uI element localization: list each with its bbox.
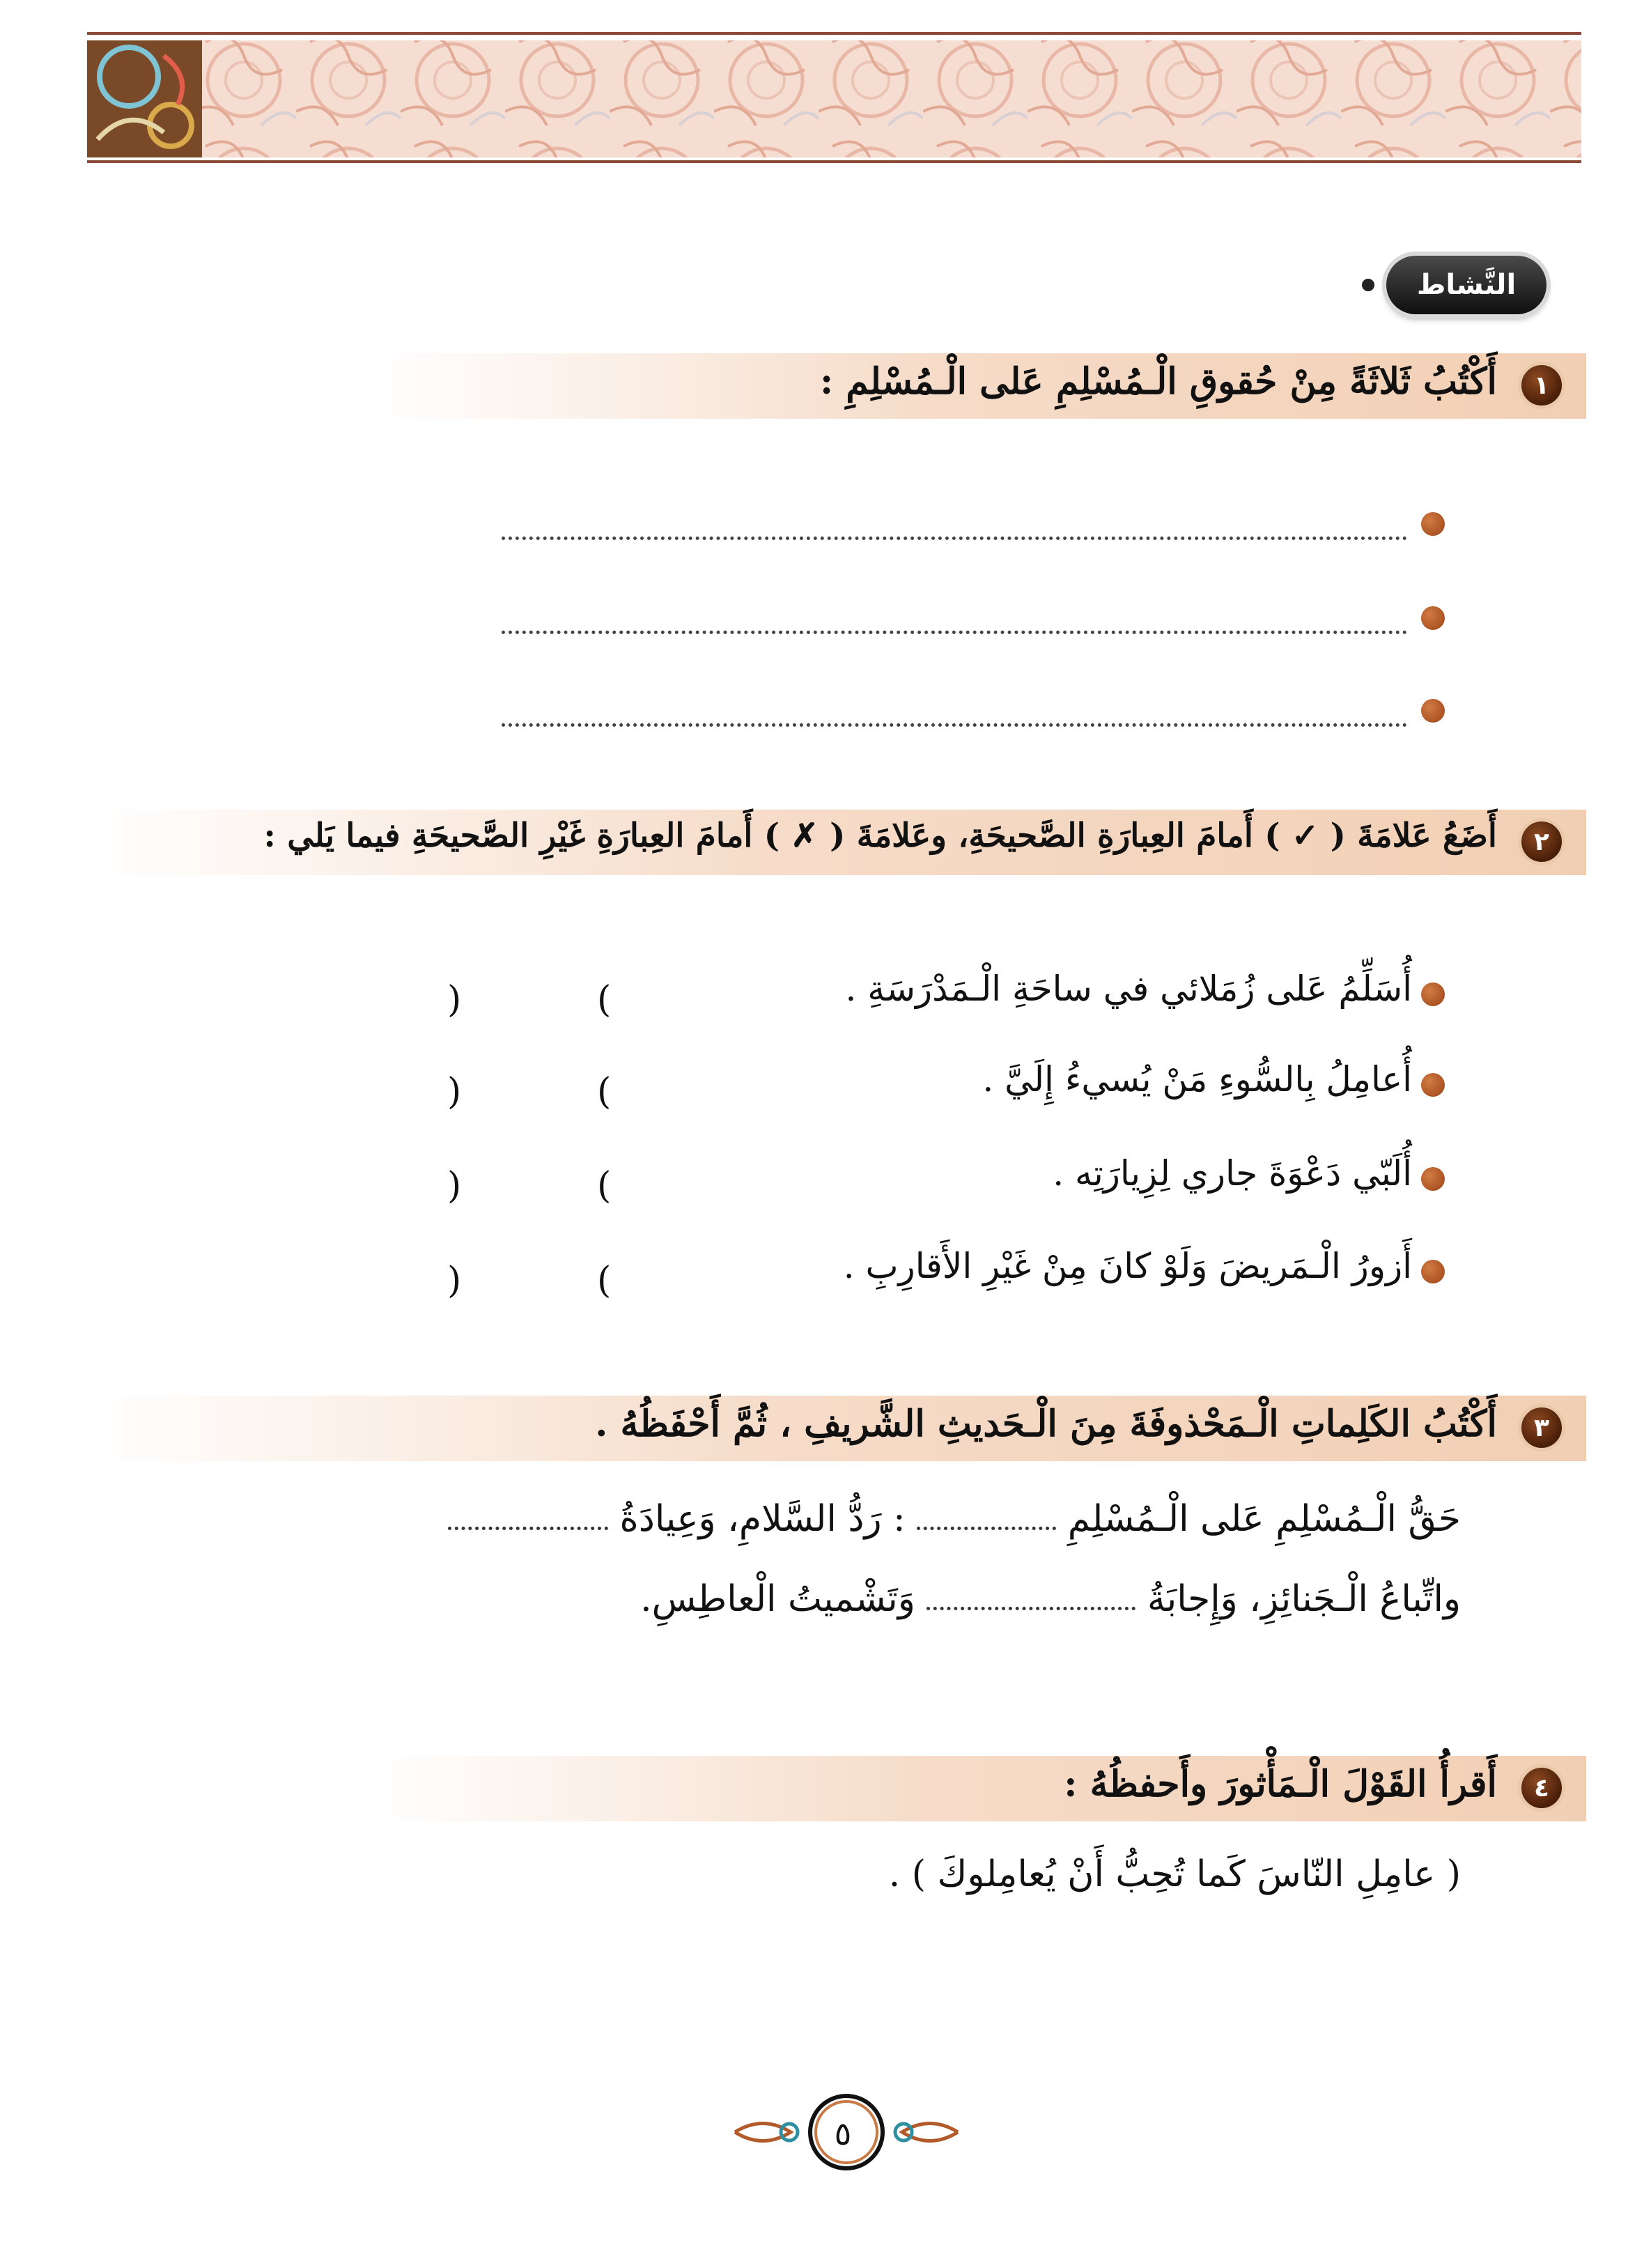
statement-text: أُلَبّي دَعْوَةَ جاري لِزِيارَتِه . <box>1053 1153 1412 1194</box>
section-2-title: أَضَعُ عَلامَةَ ( ✓ ) أَمامَ العِبارَةِ الصَّحيحَةِ، وعَلامَةَ ( ✗ ) أَمامَ العِبارَةِ غَيْرِ الصَّحيحَةِ فيما يَلي : <box>263 817 1497 855</box>
statement-text: أَزورُ الْـمَريضَ وَلَوْ كانَ مِنْ غَيْرِ الأَقارِبِ . <box>843 1246 1412 1286</box>
hadith-text: وَتَشْميتُ الْعاطِسِ. <box>640 1578 915 1620</box>
section-4-band <box>374 1756 1586 1821</box>
dotted-line <box>502 537 1407 540</box>
activity-tab: النَّشاط <box>1386 256 1546 314</box>
hadith-text: : رَدُّ السَّلامِ، وَعِيادَةُ <box>619 1498 906 1540</box>
bullet-icon <box>1421 1073 1445 1097</box>
section-4-number: ٤ <box>1518 1764 1565 1812</box>
dotted-line <box>502 723 1407 727</box>
hadith-text: حَقُّ الْـمُسْلِمِ عَلى الْـمُسْلِمِ <box>1067 1498 1461 1540</box>
dotted-line <box>502 631 1407 634</box>
section-2-number: ٢ <box>1518 818 1565 865</box>
section-3-band <box>92 1396 1586 1461</box>
section-1-band <box>374 353 1586 419</box>
answer-box-open[interactable]: ( <box>597 1165 612 1207</box>
bullet-icon <box>1421 699 1445 723</box>
activity-dot <box>1362 279 1374 291</box>
answer-box-close[interactable]: ) <box>447 979 462 1021</box>
hadith-text: واتِّباعُ الْـجَنائِزِ، وَإِجابَةُ <box>1147 1578 1461 1620</box>
section-1-number: ١ <box>1518 362 1565 409</box>
hadith-line-1 <box>448 1498 1461 1540</box>
statement-text: أُسَلِّمُ عَلى زُمَلائي في ساحَةِ الْـمَدْرَسَةِ . <box>845 969 1412 1009</box>
section-4-title: أَقرأُ القَوْلَ الْـمَأْثورَ وأَحفظُهُ : <box>1064 1763 1497 1805</box>
quote-text: ( عامِلِ النّاسَ كَما تُحِبُّ أَنْ يُعامِلوكَ ) . <box>888 1853 1461 1895</box>
bullet-icon <box>1421 982 1445 1006</box>
section-2-band <box>92 810 1586 875</box>
answer-box-close[interactable]: ) <box>447 1260 462 1302</box>
answer-box-open[interactable]: ( <box>597 979 612 1021</box>
answer-box-close[interactable]: ) <box>447 1071 462 1113</box>
section-1-title: أَكْتُبُ ثَلاثَةً مِنْ حُقوقِ الْـمُسْلِمِ عَلى الْـمُسْلِمِ : <box>819 360 1497 403</box>
bullet-icon <box>1421 606 1445 630</box>
section-3-number: ٣ <box>1518 1404 1565 1451</box>
blank-field[interactable] <box>917 1513 1056 1530</box>
hadith-line-2 <box>640 1578 1461 1620</box>
answer-box-close[interactable]: ) <box>447 1165 462 1207</box>
page-number: ٥ <box>834 2115 852 2152</box>
bullet-icon <box>1421 1167 1445 1191</box>
header-ornament <box>87 28 1581 166</box>
answer-box-open[interactable]: ( <box>597 1071 612 1113</box>
answer-box-open[interactable]: ( <box>597 1260 612 1302</box>
bullet-icon <box>1421 1260 1445 1283</box>
blank-field[interactable] <box>448 1513 608 1530</box>
statement-text: أُعامِلُ بِالسُّوءِ مَنْ يُسيءُ إِلَيَّ . <box>982 1059 1412 1100</box>
section-3-title: أَكْتُبُ الكَلِماتِ الْـمَحْذوفَةَ مِنَ الْـحَديثِ الشَّريفِ ، ثُمَّ أَحْفَظُهُ . <box>595 1403 1497 1445</box>
bullet-icon <box>1421 512 1445 536</box>
blank-field[interactable] <box>927 1593 1135 1610</box>
